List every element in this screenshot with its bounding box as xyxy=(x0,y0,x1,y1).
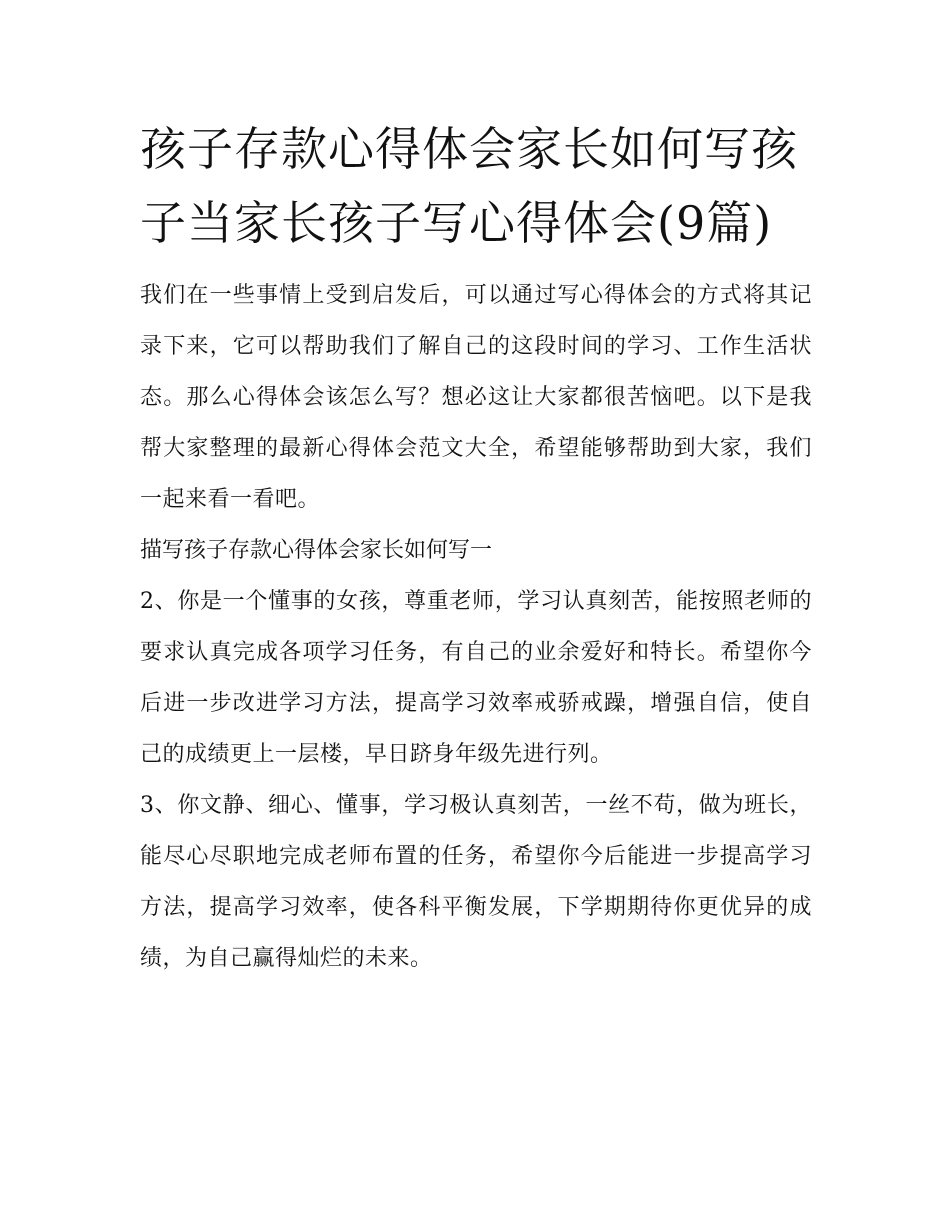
intro-paragraph: 我们在一些事情上受到启发后，可以通过写心得体会的方式将其记录下来，它可以帮助我们了解自己的这段时间的学习、工作生活状态。那么心得体会该怎么写？想必这让大家都很苦恼吧。以下是我帮大家整理的最新心得体会范文大全，希望能够帮助到大家，我们一起来看一看吧。 xyxy=(140,283,812,512)
document-title: 孩子存款心得体会家长如何写孩子当家长孩子写心得体会(9篇) xyxy=(140,122,798,250)
section-heading: 描写孩子存款心得体会家长如何写一 xyxy=(140,538,493,563)
list-item: 3、你文静、细心、懂事，学习极认真刻苦，一丝不苟，做为班长，能尽心尽职地完成老师布置的任务，希望你今后能进一步提高学习方法，提高学习效率，使各科平衡发展，下学期期待你更优异的成绩，为自己赢得灿烂的未来。 xyxy=(140,793,812,971)
list-item: 2、你是一个懂事的女孩，尊重老师，学习认真刻苦，能按照老师的要求认真完成各项学习任务，有自己的业余爱好和特长。希望你今后进一步改进学习方法，提高学习效率戒骄戒躁，增强自信，使自己的成绩更上一层楼，早日跻身年级先进行列。 xyxy=(140,589,812,767)
document-page xyxy=(140,112,812,984)
